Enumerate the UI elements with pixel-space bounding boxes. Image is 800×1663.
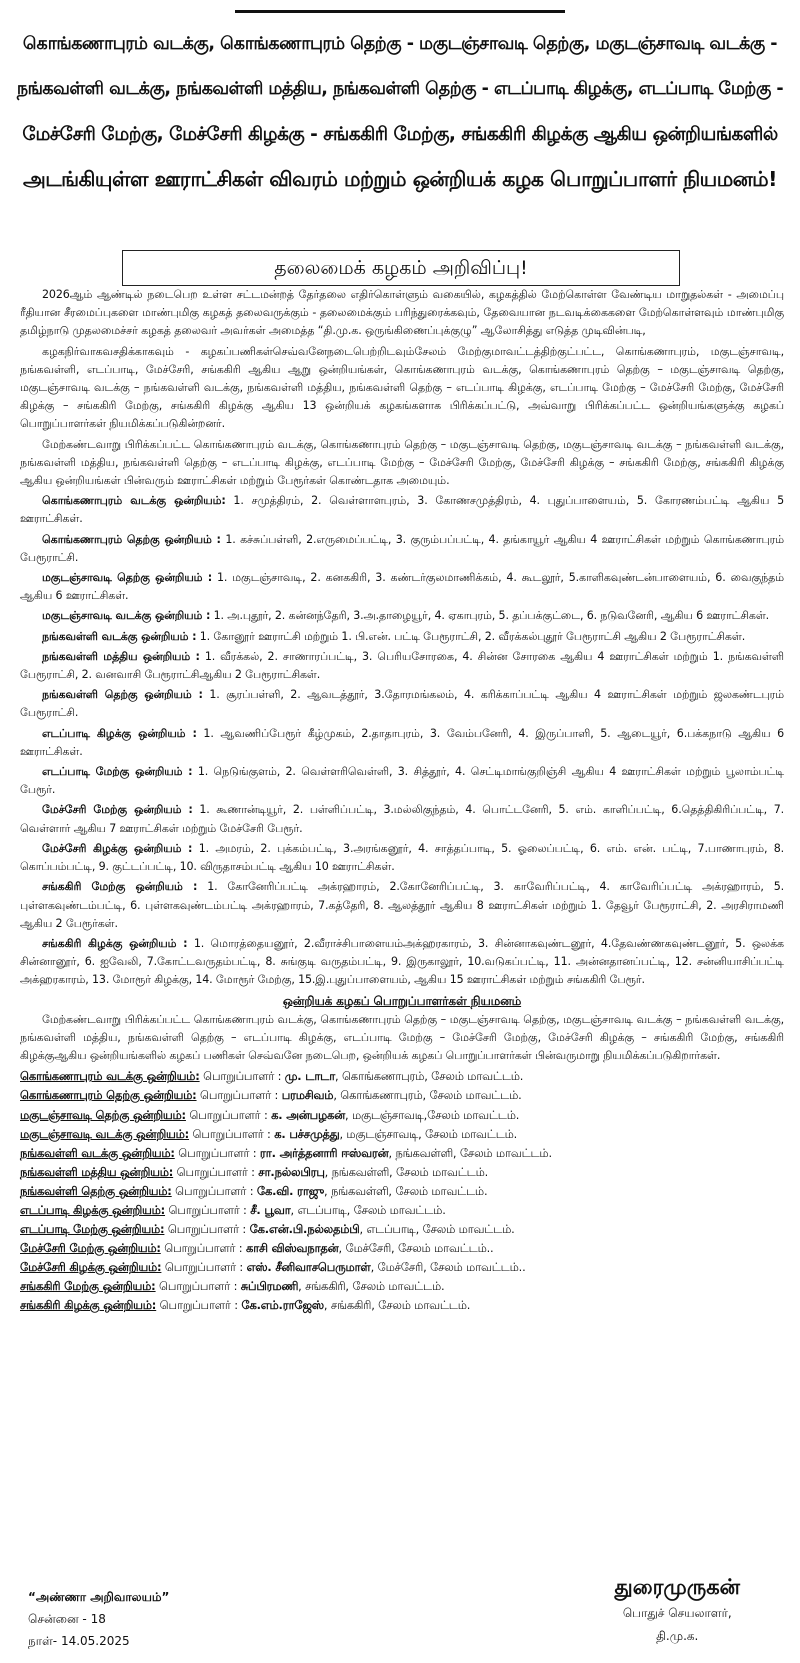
appointment-union: நங்கவள்ளி மத்திய ஒன்றியம்: bbox=[20, 1164, 174, 1179]
signatory-name: துரைமுருகன் bbox=[614, 1575, 740, 1599]
union-entry bbox=[20, 801, 784, 837]
appointment-role: பொறுப்பாளர் : bbox=[160, 1241, 246, 1256]
union-name: கொங்கணாபுரம் தெற்கு ஒன்றியம் : bbox=[42, 532, 221, 546]
appointment-name: கே.என்.பி.நல்லதம்பி bbox=[249, 1222, 360, 1237]
appointment-place: , எடப்பாடி, சேலம் மாவட்டம். bbox=[290, 1202, 446, 1217]
appointment-role: பொறுப்பாளர் : bbox=[171, 1183, 257, 1198]
appointment-row bbox=[20, 1067, 784, 1086]
appointment-union: எடப்பாடி கிழக்கு ஒன்றியம்: bbox=[20, 1202, 166, 1217]
appointment-union: மகுடஞ்சாவடி வடக்கு ஒன்றியம்: bbox=[20, 1126, 190, 1141]
union-villages: 1. வீரக்கல், 2. சாணாரப்பட்டி, 3. பெரியசோரகை, 4. சின்ன சோரகை ஆகிய 4 ஊராட்சிகள் மற்றும் 1. நங்கவள்ளி பேரூராட்சி, 2. வனவாசி பேரூராட்சிஆகிய 2 பேரூராட்சிகள். bbox=[20, 649, 784, 682]
appointment-role: பொறுப்பாளர் : bbox=[155, 1279, 241, 1294]
appointment-row bbox=[20, 1201, 784, 1220]
party-name: தி.மு.க. bbox=[656, 1629, 699, 1643]
appointment-role: பொறுப்பாளர் : bbox=[173, 1164, 259, 1179]
union-entry bbox=[20, 840, 784, 876]
appointment-row bbox=[20, 1296, 784, 1315]
union-villages: 1. சூரப்பள்ளி, 2. ஆவடத்தூர், 3.தோரமங்கலம், 4. கரிக்காப்பட்டி ஆகிய 4 ஊராட்சிகள் மற்றும் ஜலகண்டபுரம் பேரூராட்சி. bbox=[20, 688, 785, 720]
union-villages: 1. ஆவணிப்பேரூர் கீழ்முகம், 2.தாதாபுரம், 3. வேம்பனேரி, 4. இருப்பாளி, 5. ஆடையூர், 6.பக்கநாடு ஆகிய 6 ஊராட்சிகள். bbox=[20, 726, 785, 758]
appointment-row bbox=[20, 1106, 784, 1125]
union-name: எடப்பாடி கிழக்கு ஒன்றியம் : bbox=[42, 726, 197, 740]
union-entry bbox=[20, 763, 784, 799]
appointment-role: பொறுப்பாளர் : bbox=[165, 1202, 251, 1217]
appointment-name: க. பச்சமுத்து bbox=[274, 1126, 340, 1141]
appointment-union: நங்கவள்ளி தெற்கு ஒன்றியம்: bbox=[20, 1183, 172, 1198]
header-strip bbox=[235, 0, 565, 13]
announcement-body bbox=[20, 286, 784, 1316]
appointment-role: பொறுப்பாளர் : bbox=[196, 1088, 282, 1103]
headline-line-4: அடங்கியுள்ள ஊராட்சிகள் விவரம் மற்றும் ஒன்றியக் கழக பொறுப்பாளர் நியமனம்! bbox=[23, 167, 777, 191]
appointment-place: , மேச்சேரி, சேலம் மாவட்டம்.. bbox=[370, 1260, 526, 1275]
headline-line-2: நங்கவள்ளி வடக்கு, நங்கவள்ளி மத்திய, நங்கவள்ளி தெற்கு - எடப்பாடி கிழக்கு, எடப்பாடி மேற்கு - bbox=[16, 79, 784, 99]
union-entry bbox=[20, 531, 784, 567]
union-name: சங்ககிரி மேற்கு ஒன்றியம் : bbox=[42, 880, 198, 894]
union-entry bbox=[20, 628, 784, 646]
union-villages: 1. அமரம், 2. புக்கம்பட்டி, 3.அரங்கனூர், 4. சாத்தப்பாடி, 5. ஓலைப்பட்டி, 6. எம். என். பட்டி, 7.பாணாபுரம், 8. கொப்பம்பட்டி, 9. குட்டப்பட்டி, 10. விருதாசம்பட்டி ஆகிய 10 ஊராட்சிகள். bbox=[20, 841, 784, 874]
appointment-row bbox=[20, 1220, 784, 1239]
union-list bbox=[20, 492, 784, 989]
appointment-row bbox=[20, 1239, 784, 1258]
appointment-name: சுப்பிரமணி bbox=[240, 1279, 299, 1294]
intro-paragraph-3: மேற்கண்டவாறு பிரிக்கப்பட்ட கொங்கணாபுரம் வடக்கு, கொங்கணாபுரம் தெற்கு – மகுடஞ்சாவடி தெற்கு, மகுடஞ்சாவடி வடக்கு – நங்கவள்ளி வடக்கு, நங்கவள்ளி மத்திய, நங்கவள்ளி தெற்கு – எடப்பாடி கிழக்கு, எடப்பாடி மேற்கு – மேச்சேரி மேற்கு, மேச்சேரி கிழக்கு – சங்ககிரி மேற்கு, சங்ககிரி கிழக்கு ஆகிய ஒன்றியங்கள் பின்வரும் ஊராட்சிகள் மற்றும் பேரூர்கள் கொண்டதாக அமையும். bbox=[20, 437, 784, 488]
appointment-place: , மகுடஞ்சாவடி,சேலம் மாவட்டம். bbox=[345, 1107, 520, 1122]
union-name: சங்ககிரி கிழக்கு ஒன்றியம் : bbox=[42, 936, 188, 950]
union-villages: 1. சமுத்திரம், 2. வெள்ளாளபுரம், 3. கோணசமுத்திரம், 4. புதுப்பாளையம், 5. கோரணம்பட்டி ஆகிய 5 ஊராட்சிகள். bbox=[20, 494, 784, 526]
appointment-row bbox=[20, 1258, 784, 1277]
appointment-union: சங்ககிரி கிழக்கு ஒன்றியம்: bbox=[20, 1298, 157, 1313]
intro-paragraph-2: கழகநிர்வாகவசதிக்காகவும் - கழகப்பணிகள்செவ்வனேநடைபெற்றிடவும்சேலம் மேற்குமாவட்டத்திற்குட்பட்ட, கொங்கணாபுரம், மகுடஞ்சாவடி, நங்கவள்ளி, எடப்பாடி, மேச்சேரி, சங்ககிரி ஆகிய ஆறு ஒன்றியங்கள், கொங்கணாபுரம் வடக்கு, கொங்கணாபுரம் தெற்கு – மகுடஞ்சாவடி தெற்கு, மகுடஞ்சாவடி வடக்கு – நங்கவள்ளி வடக்கு, நங்கவள்ளி மத்திய, நங்கவள்ளி தெற்கு – எடப்பாடி கிழக்கு, எடப்பாடி மேற்கு – மேச்சேரி மேற்கு, மேச்சேரி கிழக்கு – சங்ககிரி மேற்கு, சங்ககிரி கிழக்கு ஆகிய 13 ஒன்றியக் கழகங்களாக பிரிக்கப்பட்டு, அவ்வாறு பிரிக்கப்பட்ட ஒன்றியங்களுக்கு கழகப் பொறுப்பாளர்கள் நியமிக்கப்படுகின்றனர். bbox=[20, 344, 784, 431]
union-entry bbox=[20, 878, 784, 933]
union-name: மேச்சேரி கிழக்கு ஒன்றியம் : bbox=[42, 841, 193, 855]
appointment-row bbox=[20, 1163, 784, 1182]
headline bbox=[16, 22, 784, 202]
appointment-role: பொறுப்பாளர் : bbox=[199, 1069, 285, 1084]
appointment-place: , மகுடஞ்சாவடி, சேலம் மாவட்டம். bbox=[339, 1126, 518, 1141]
appointment-place: , கொங்கணாபுரம், சேலம் மாவட்டம். bbox=[333, 1088, 522, 1103]
office-name: “அண்ணா அறிவாலயம்” bbox=[28, 1590, 170, 1604]
appointment-role: பொறுப்பாளர் : bbox=[174, 1145, 260, 1160]
appointment-place: , சங்ககிரி, சேலம் மாவட்டம். bbox=[323, 1298, 471, 1313]
headline-line-3: மேச்சேரி மேற்கு, மேச்சேரி கிழக்கு - சங்ககிரி மேற்கு, சங்ககிரி கிழக்கு ஆகிய ஒன்றியங்களில் bbox=[22, 124, 778, 145]
appointment-role: பொறுப்பாளர் : bbox=[161, 1260, 247, 1275]
union-entry bbox=[20, 725, 784, 761]
appointment-name: காசி விஸ்வநாதன் bbox=[245, 1241, 339, 1256]
union-entry bbox=[20, 686, 784, 722]
appointment-name: பரமசிவம் bbox=[281, 1088, 334, 1103]
appointment-row bbox=[20, 1277, 784, 1296]
union-entry bbox=[20, 607, 784, 625]
appointment-list bbox=[20, 1067, 784, 1315]
union-entry bbox=[20, 569, 784, 605]
union-villages: 1. கோனேரிப்பட்டி அக்ரஹாரம், 2.கோனேரிப்பட்டி, 3. காவேரிப்பட்டி, 4. காவேரிப்பட்டி அக்ரஹாரம், 5. புள்ளகவுண்டம்பட்டி, 6. புள்ளகவுண்டம்பட்டி அக்ரஹாரம், 7.கத்தேரி, 8. ஆலத்தூர் ஆகிய 8 ஊராட்சிகள் மற்றும் 1. தேவூர் பேரூராட்சி, 2. அரசிராமணி ஆகிய 2 பேரூர்கள். bbox=[20, 880, 784, 930]
appointment-name: எஸ். சீனிவாசபெருமாள் bbox=[246, 1260, 371, 1275]
appointment-union: கொங்கணாபுரம் வடக்கு ஒன்றியம்: bbox=[20, 1069, 200, 1084]
appointment-place: , நங்கவள்ளி, சேலம் மாவட்டம். bbox=[324, 1183, 488, 1198]
appointment-row bbox=[20, 1125, 784, 1144]
appointment-union: மேச்சேரி மேற்கு ஒன்றியம்: bbox=[20, 1241, 161, 1256]
appointment-union: சங்ககிரி மேற்கு ஒன்றியம்: bbox=[20, 1279, 156, 1294]
headline-line-1: கொங்கணாபுரம் வடக்கு, கொங்கணாபுரம் தெற்கு - மகுடஞ்சாவடி தெற்கு, மகுடஞ்சாவடி வடக்கு - bbox=[22, 34, 778, 54]
intro-paragraph-1: 2026ஆம் ஆண்டில் நடைபெற உள்ள சட்டமன்றத் தேர்தலை எதிர்கொள்ளும் வகையில், கழகத்தில் மேற்கொள்ள வேண்டிய மாறுதல்கள் - அமைப்பு ரீதியான சீரமைப்புகளை மாண்புமிகு கழகத் தலைவருக்கும் - தலைமைக்கும் பரிந்துரைக்கவும், தேவையான நடவடிக்கைகளை மேற்கொள்ளவும் மாண்புமிகு தமிழ்நாடு முதலமைச்சர் கழகத் தலைவர் அவர்கள் அமைத்த “தி.மு.க. ஒருங்கிணைப்புக்குழு” ஆலோசித்து எடுத்த முடிவின்படி, bbox=[20, 288, 784, 338]
appointment-place: , சங்ககிரி, சேலம் மாவட்டம். bbox=[298, 1279, 445, 1294]
appointment-name: மு. டாடா bbox=[284, 1069, 335, 1084]
appointment-role: பொறுப்பாளர் : bbox=[164, 1222, 250, 1237]
appointment-union: மகுடஞ்சாவடி தெற்கு ஒன்றியம்: bbox=[20, 1107, 186, 1122]
union-villages: 1. அ.புதூர், 2. கன்னந்தேரி, 3.அ.தாழையூர், 4. ஏகாபுரம், 5. தப்பக்குட்டை, 6. நடுவனேரி, ஆகிய 6 ஊராட்சிகள். bbox=[210, 609, 770, 623]
union-villages: 1. மகுடஞ்சாவடி, 2. கனககிரி, 3. கண்டர்குலமாணிக்கம், 4. கூடலூர், 5.காளிகவுண்டன்பாளையம், 6. வைகுந்தம் ஆகிய 6 ஊராட்சிகள். bbox=[20, 571, 784, 603]
office-city: சென்னை - 18 bbox=[28, 1612, 106, 1626]
appointment-row bbox=[20, 1182, 784, 1201]
union-name: நங்கவள்ளி தெற்கு ஒன்றியம் : bbox=[42, 688, 203, 702]
union-name: கொங்கணாபுரம் வடக்கு ஒன்றியம்: bbox=[42, 494, 226, 508]
union-entry bbox=[20, 648, 784, 684]
footer-signature bbox=[614, 1572, 740, 1648]
union-entry bbox=[20, 492, 784, 528]
appointment-name: சீ. பூவா bbox=[250, 1202, 291, 1217]
appointment-place: , நங்கவள்ளி, சேலம் மாவட்டம். bbox=[388, 1145, 552, 1160]
appointment-name: ரா. அர்த்தனாரி ஈஸ்வரன் bbox=[259, 1145, 389, 1160]
appointment-place: , நங்கவள்ளி, சேலம் மாவட்டம். bbox=[324, 1164, 489, 1179]
union-villages: 1. கோனூர் ஊராட்சி மற்றும் 1. பி.என். பட்டி பேரூராட்சி, 2. வீரக்கல்புதூர் பேரூராட்சி ஆகிய 2 பேரூராட்சிகள். bbox=[196, 629, 746, 643]
union-villages: 1. மொரத்தையனூர், 2.வீராச்சிபாளையம்அக்ஹரகாரம், 3. சின்னாகவுண்டனூர், 4.தேவண்ணகவுண்டனூர், 5. ஒலக்க சின்னானூர், 6. ஐவேலி, 7.கோட்டவருதம்பட்டி, 8. சுங்குடி வருதம்பட்டி, 9. இருகாலூர், 10.வடுகப்பட்டி, 11. அன்னதானப்பட்டி, 12. சன்னியாசிப்பட்டி அக்ஹரகாரம், 13. மோரூர் கிழக்கு, 14. மோரூர் மேற்கு, 15.இ.புதுப்பாளையம், ஆகிய 15 ஊராட்சிகள் மற்றும் சங்ககிரி பேரூர். bbox=[20, 936, 784, 987]
union-villages: 1. கச்சுப்பள்ளி, 2.எருமைப்பட்டி, 3. குரும்பப்பட்டி, 4. தங்காயூர் ஆகிய 4 ஊராட்சிகள் மற்றும் கொங்கணாபுரம் பேரூராட்சி. bbox=[20, 532, 784, 564]
appointment-place: , கொங்கணாபுரம், சேலம் மாவட்டம். bbox=[335, 1069, 524, 1084]
appointment-place: , மேச்சேரி, சேலம் மாவட்டம்.. bbox=[338, 1241, 494, 1256]
union-name: மேச்சேரி மேற்கு ஒன்றியம் : bbox=[42, 803, 193, 817]
union-villages: 1. நெடுங்குளம், 2. வெள்ளரிவெள்ளி, 3. சித்தூர், 4. செட்டிமாங்குறிஞ்சி ஆகிய 4 ஊராட்சிகள் மற்றும் பூலாம்பட்டி பேரூர். bbox=[20, 765, 784, 797]
appointment-role: பொறுப்பாளர் : bbox=[189, 1126, 275, 1141]
appointment-role: பொறுப்பாளர் : bbox=[185, 1107, 272, 1122]
announcement-box-title: தலைமைக் கழகம் அறிவிப்பு! bbox=[122, 250, 680, 286]
appointments-intro: மேற்கண்டவாறு பிரிக்கப்பட்ட கொங்கணாபுரம் வடக்கு, கொங்கணாபுரம் தெற்கு – மகுடஞ்சாவடி தெற்கு, மகுடஞ்சாவடி வடக்கு – நங்கவள்ளி வடக்கு, நங்கவள்ளி மத்திய, நங்கவள்ளி தெற்கு – எடப்பாடி கிழக்கு, எடப்பாடி மேற்கு – மேச்சேரி மேற்கு, மேச்சேரி கிழக்கு – சங்ககிரி மேற்கு, சங்ககிரி கிழக்குஆகிய ஒன்றியங்களில் கழகப் பணிகள் செவ்வனே நடைபெற, ஒன்றியக் கழகப் பொறுப்பாளர்கள் பின்வருமாறு நியமிக்கப்படுகிறார்கள். bbox=[20, 1012, 784, 1063]
signatory-designation: பொதுச் செயலாளர், bbox=[622, 1606, 732, 1620]
appointment-name: கே.எம்.ராஜேஸ் bbox=[241, 1298, 324, 1313]
union-name: நங்கவள்ளி மத்திய ஒன்றியம் : bbox=[42, 649, 200, 663]
appointment-union: எடப்பாடி மேற்கு ஒன்றியம்: bbox=[20, 1222, 165, 1237]
appointment-row bbox=[20, 1086, 784, 1105]
union-name: நங்கவள்ளி வடக்கு ஒன்றியம் : bbox=[42, 629, 197, 643]
appointment-name: க. அன்பழகன் bbox=[271, 1107, 346, 1122]
union-villages: 1. கூணான்டியூர், 2. பள்ளிப்பட்டி, 3.மல்லிகுந்தம், 4. பொட்டனேரி, 5. எம். காளிப்பட்டி, 6.தெத்திகிரிப்பட்டி, 7. வெள்ளார் ஆகிய 7 ஊராட்சிகள் மற்றும் மேச்சேரி பேரூர். bbox=[20, 803, 784, 835]
announcement-date: நாள்- 14.05.2025 bbox=[28, 1634, 130, 1648]
appointment-union: நங்கவள்ளி வடக்கு ஒன்றியம்: bbox=[20, 1145, 175, 1160]
footer-address bbox=[28, 1586, 169, 1652]
appointments-heading: ஒன்றியக் கழகப் பொறுப்பாளர்கள் நியமனம் bbox=[282, 993, 522, 1008]
appointment-role: பொறுப்பாளர் : bbox=[156, 1298, 242, 1313]
union-name: எடப்பாடி மேற்கு ஒன்றியம் : bbox=[42, 765, 193, 779]
appointment-name: சா.நல்லபிரபு bbox=[258, 1164, 325, 1179]
appointment-place: , எடப்பாடி, சேலம் மாவட்டம். bbox=[359, 1222, 515, 1237]
appointment-union: மேச்சேரி கிழக்கு ஒன்றியம்: bbox=[20, 1260, 162, 1275]
appointment-row bbox=[20, 1144, 784, 1163]
appointment-union: கொங்கணாபுரம் தெற்கு ஒன்றியம்: bbox=[20, 1088, 197, 1103]
union-name: மகுடஞ்சாவடி தெற்கு ஒன்றியம் : bbox=[42, 571, 213, 585]
appointment-name: கே.வி. ராஜு bbox=[256, 1183, 325, 1198]
union-name: மகுடஞ்சாவடி வடக்கு ஒன்றியம் : bbox=[42, 609, 211, 623]
union-entry bbox=[20, 935, 784, 990]
